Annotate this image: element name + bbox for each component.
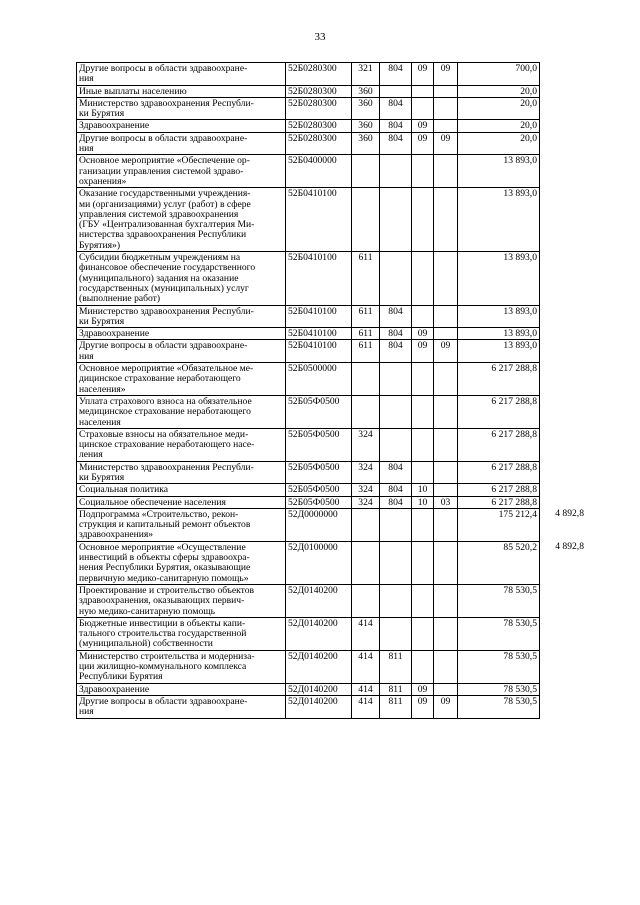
cell-section <box>412 461 434 484</box>
cell-amount-extra <box>540 683 587 695</box>
cell-subsection <box>434 683 458 695</box>
cell-amount-extra <box>540 428 587 461</box>
table-row <box>77 695 587 718</box>
cell-amount: 6 217 288,8 <box>458 484 540 496</box>
cell-amount: 20,0 <box>458 97 540 120</box>
cell-subsection <box>434 120 458 132</box>
cell-ministry: 804 <box>380 340 412 363</box>
cell-code: 52Д0100000 <box>286 541 352 584</box>
cell-ministry <box>380 188 412 252</box>
cell-subsection <box>434 252 458 305</box>
cell-subsection: 09 <box>434 695 458 718</box>
cell-ministry <box>380 155 412 188</box>
cell-expense-type: 324 <box>352 461 380 484</box>
cell-amount: 6 217 288,8 <box>458 461 540 484</box>
cell-amount: 175 212,4 <box>458 508 540 541</box>
cell-ministry <box>380 428 412 461</box>
budget-table-body <box>77 63 587 719</box>
cell-section: 09 <box>412 132 434 155</box>
table-row <box>77 85 587 97</box>
cell-subsection <box>434 363 458 396</box>
cell-name: Другие вопросы в области здравоохране- ния <box>77 695 286 718</box>
cell-expense-type: 414 <box>352 695 380 718</box>
cell-amount-extra <box>540 97 587 120</box>
cell-amount-extra <box>540 63 587 86</box>
cell-section <box>412 252 434 305</box>
cell-amount-extra <box>540 85 587 97</box>
cell-name: Министерство здравоохранения Республи- ки Бурятия <box>77 305 286 328</box>
cell-ministry: 804 <box>380 120 412 132</box>
cell-amount: 20,0 <box>458 85 540 97</box>
cell-section <box>412 617 434 650</box>
cell-amount: 6 217 288,8 <box>458 395 540 428</box>
cell-section <box>412 97 434 120</box>
table-row <box>77 461 587 484</box>
cell-amount: 78 530,5 <box>458 584 540 617</box>
cell-subsection <box>434 395 458 428</box>
cell-amount: 13 893,0 <box>458 305 540 328</box>
table-row <box>77 363 587 396</box>
cell-ministry: 811 <box>380 683 412 695</box>
cell-section: 09 <box>412 340 434 363</box>
cell-section <box>412 155 434 188</box>
cell-amount-extra <box>540 188 587 252</box>
cell-subsection: 03 <box>434 496 458 508</box>
cell-expense-type: 324 <box>352 496 380 508</box>
cell-amount-extra <box>540 584 587 617</box>
cell-expense-type: 611 <box>352 328 380 340</box>
cell-ministry: 804 <box>380 496 412 508</box>
cell-section: 09 <box>412 683 434 695</box>
cell-ministry: 804 <box>380 305 412 328</box>
cell-subsection <box>434 508 458 541</box>
cell-amount-extra <box>540 695 587 718</box>
cell-ministry: 811 <box>380 695 412 718</box>
cell-name: Уплата страхового взноса на обязательное медицинское страхование неработающего населения <box>77 395 286 428</box>
cell-subsection: 09 <box>434 132 458 155</box>
cell-amount-extra <box>540 132 587 155</box>
cell-subsection <box>434 617 458 650</box>
cell-subsection <box>434 461 458 484</box>
cell-expense-type: 321 <box>352 63 380 86</box>
cell-expense-type: 360 <box>352 97 380 120</box>
table-row <box>77 395 587 428</box>
cell-amount: 78 530,5 <box>458 650 540 683</box>
cell-code: 52Д0140200 <box>286 695 352 718</box>
cell-name: Бюджетные инвестиции в объекты капи- тального строительства государственной (муниципальной) собственности <box>77 617 286 650</box>
cell-section: 10 <box>412 496 434 508</box>
cell-amount: 13 893,0 <box>458 328 540 340</box>
cell-name: Основное мероприятие «Осуществление инвестиций в объекты сферы здравоохра- нения Республики Бурятия, оказывающие первичную медико-санитарную помощь» <box>77 541 286 584</box>
cell-code: 52Б0410100 <box>286 305 352 328</box>
cell-amount-extra <box>540 395 587 428</box>
cell-name: Основное мероприятие «Обеспечение ор- ганизации управления системой здраво- охранения» <box>77 155 286 188</box>
cell-section <box>412 395 434 428</box>
table-row <box>77 340 587 363</box>
cell-amount: 6 217 288,8 <box>458 496 540 508</box>
cell-ministry <box>380 617 412 650</box>
cell-name: Другие вопросы в области здравоохране- ния <box>77 63 286 86</box>
cell-code: 52Б05Ф0500 <box>286 496 352 508</box>
cell-amount-extra <box>540 617 587 650</box>
cell-code: 52Д0140200 <box>286 683 352 695</box>
cell-amount: 20,0 <box>458 120 540 132</box>
table-row <box>77 252 587 305</box>
cell-subsection <box>434 650 458 683</box>
cell-subsection: 09 <box>434 63 458 86</box>
cell-section <box>412 85 434 97</box>
cell-ministry: 804 <box>380 132 412 155</box>
cell-amount: 6 217 288,8 <box>458 428 540 461</box>
table-row <box>77 541 587 584</box>
cell-code: 52Б0280300 <box>286 97 352 120</box>
cell-name: Проектирование и строительство объектов здравоохранения, оказывающих первич- ную медико-санитарную помощь <box>77 584 286 617</box>
table-row <box>77 132 587 155</box>
cell-amount-extra <box>540 363 587 396</box>
cell-amount: 13 893,0 <box>458 155 540 188</box>
cell-name: Оказание государственными учреждения- ми (организациями) услуг (работ) в сфере управления системой здравоохранения (ГБУ «Централизованная бухгалтерия Ми- нистерства здравоохранения Республики Бурятия») <box>77 188 286 252</box>
cell-expense-type: 611 <box>352 252 380 305</box>
cell-ministry <box>380 85 412 97</box>
cell-amount: 13 893,0 <box>458 252 540 305</box>
cell-section <box>412 650 434 683</box>
cell-amount-extra <box>540 496 587 508</box>
cell-expense-type: 611 <box>352 340 380 363</box>
cell-amount: 78 530,5 <box>458 683 540 695</box>
table-row <box>77 428 587 461</box>
cell-expense-type: 414 <box>352 683 380 695</box>
cell-amount-extra <box>540 252 587 305</box>
page-number: 33 <box>314 31 326 43</box>
cell-code: 52Б05Ф0500 <box>286 461 352 484</box>
cell-amount: 6 217 288,8 <box>458 363 540 396</box>
cell-section <box>412 188 434 252</box>
cell-subsection <box>434 97 458 120</box>
cell-expense-type: 360 <box>352 120 380 132</box>
cell-ministry: 804 <box>380 97 412 120</box>
cell-name: Другие вопросы в области здравоохране- ния <box>77 132 286 155</box>
cell-code: 52Д0140200 <box>286 650 352 683</box>
cell-amount-extra <box>540 461 587 484</box>
table-row <box>77 508 587 541</box>
cell-expense-type <box>352 584 380 617</box>
cell-expense-type: 414 <box>352 617 380 650</box>
table-row <box>77 155 587 188</box>
cell-ministry: 804 <box>380 484 412 496</box>
cell-section <box>412 363 434 396</box>
cell-subsection <box>434 484 458 496</box>
table-row <box>77 496 587 508</box>
cell-name: Иные выплаты населению <box>77 85 286 97</box>
cell-section: 09 <box>412 328 434 340</box>
cell-amount: 78 530,5 <box>458 617 540 650</box>
cell-expense-type <box>352 508 380 541</box>
cell-expense-type: 324 <box>352 484 380 496</box>
cell-expense-type: 611 <box>352 305 380 328</box>
cell-amount: 700,0 <box>458 63 540 86</box>
cell-name: Основное мероприятие «Обязательное ме- дицинское страхование неработающего населения» <box>77 363 286 396</box>
cell-section <box>412 508 434 541</box>
cell-code: 52Б0410100 <box>286 340 352 363</box>
cell-code: 52Б0500000 <box>286 363 352 396</box>
cell-subsection: 09 <box>434 340 458 363</box>
cell-ministry <box>380 252 412 305</box>
cell-code: 52Б0410100 <box>286 188 352 252</box>
cell-code: 52Б0410100 <box>286 328 352 340</box>
cell-amount-extra <box>540 328 587 340</box>
cell-code: 52Б05Ф0500 <box>286 484 352 496</box>
table-row <box>77 188 587 252</box>
cell-section: 10 <box>412 484 434 496</box>
table-row <box>77 683 587 695</box>
cell-section <box>412 584 434 617</box>
cell-name: Здравоохранение <box>77 328 286 340</box>
cell-expense-type <box>352 155 380 188</box>
cell-expense-type: 324 <box>352 428 380 461</box>
cell-section: 09 <box>412 695 434 718</box>
cell-code: 52Б0280300 <box>286 63 352 86</box>
table-row <box>77 328 587 340</box>
cell-code: 52Б05Ф0500 <box>286 395 352 428</box>
cell-section <box>412 541 434 584</box>
cell-ministry <box>380 584 412 617</box>
table-row <box>77 63 587 86</box>
cell-amount-extra <box>540 120 587 132</box>
cell-code: 52Б05Ф0500 <box>286 428 352 461</box>
table-row <box>77 617 587 650</box>
cell-amount-extra <box>540 155 587 188</box>
cell-name: Страховые взносы на обязательное меди- цинское страхование неработающего насе- ления <box>77 428 286 461</box>
cell-subsection <box>434 188 458 252</box>
cell-subsection <box>434 305 458 328</box>
table-row <box>77 584 587 617</box>
cell-name: Субсидии бюджетным учреждениям на финансовое обеспечение государственного (муниципального) задания на оказание государственных (муниципальных) услуг (выполнение работ) <box>77 252 286 305</box>
cell-amount-extra <box>540 305 587 328</box>
cell-expense-type: 360 <box>352 85 380 97</box>
cell-code: 52Д0000000 <box>286 508 352 541</box>
cell-code: 52Б0410100 <box>286 252 352 305</box>
cell-amount: 20,0 <box>458 132 540 155</box>
cell-expense-type: 414 <box>352 650 380 683</box>
table-row <box>77 97 587 120</box>
cell-code: 52Б0280300 <box>286 120 352 132</box>
cell-code: 52Б0280300 <box>286 85 352 97</box>
cell-name: Министерство здравоохранения Республи- ки Бурятия <box>77 97 286 120</box>
cell-expense-type: 360 <box>352 132 380 155</box>
cell-name: Социальная политика <box>77 484 286 496</box>
cell-amount-extra <box>540 650 587 683</box>
cell-code: 52Д0140200 <box>286 617 352 650</box>
cell-subsection <box>434 328 458 340</box>
cell-section: 09 <box>412 120 434 132</box>
cell-expense-type <box>352 188 380 252</box>
cell-ministry <box>380 541 412 584</box>
cell-name: Другие вопросы в области здравоохране- ния <box>77 340 286 363</box>
cell-amount: 13 893,0 <box>458 188 540 252</box>
cell-amount-extra: 4 892,8 <box>555 541 584 553</box>
cell-amount-extra: 4 892,8 <box>555 508 584 520</box>
cell-name: Здравоохранение <box>77 683 286 695</box>
cell-ministry <box>380 395 412 428</box>
cell-subsection <box>434 85 458 97</box>
cell-name: Подпрограмма «Строительство, рекон- струкция и капитальный ремонт объектов здравоохранения» <box>77 508 286 541</box>
cell-code: 52Б0400000 <box>286 155 352 188</box>
cell-subsection <box>434 541 458 584</box>
table-row <box>77 484 587 496</box>
cell-name: Министерство здравоохранения Республи- ки Бурятия <box>77 461 286 484</box>
cell-ministry: 804 <box>380 63 412 86</box>
cell-amount-extra <box>540 340 587 363</box>
cell-amount: 78 530,5 <box>458 695 540 718</box>
cell-amount: 85 520,2 <box>458 541 540 584</box>
cell-section <box>412 428 434 461</box>
cell-amount-extra <box>540 484 587 496</box>
cell-ministry: 804 <box>380 461 412 484</box>
cell-code: 52Д0140200 <box>286 584 352 617</box>
cell-amount: 13 893,0 <box>458 340 540 363</box>
cell-expense-type <box>352 541 380 584</box>
cell-code: 52Б0280300 <box>286 132 352 155</box>
cell-ministry <box>380 363 412 396</box>
cell-ministry: 804 <box>380 328 412 340</box>
cell-ministry: 811 <box>380 650 412 683</box>
table-row <box>77 650 587 683</box>
cell-subsection <box>434 584 458 617</box>
cell-expense-type <box>352 363 380 396</box>
cell-name: Министерство строительства и модерниза- ции жилищно-коммунального комплекса Республики Бурятия <box>77 650 286 683</box>
cell-subsection <box>434 155 458 188</box>
cell-name: Социальное обеспечение населения <box>77 496 286 508</box>
table-row <box>77 120 587 132</box>
cell-ministry <box>380 508 412 541</box>
cell-section <box>412 305 434 328</box>
cell-subsection <box>434 428 458 461</box>
budget-table <box>76 62 587 719</box>
cell-name: Здравоохранение <box>77 120 286 132</box>
cell-section: 09 <box>412 63 434 86</box>
cell-expense-type <box>352 395 380 428</box>
table-row <box>77 305 587 328</box>
